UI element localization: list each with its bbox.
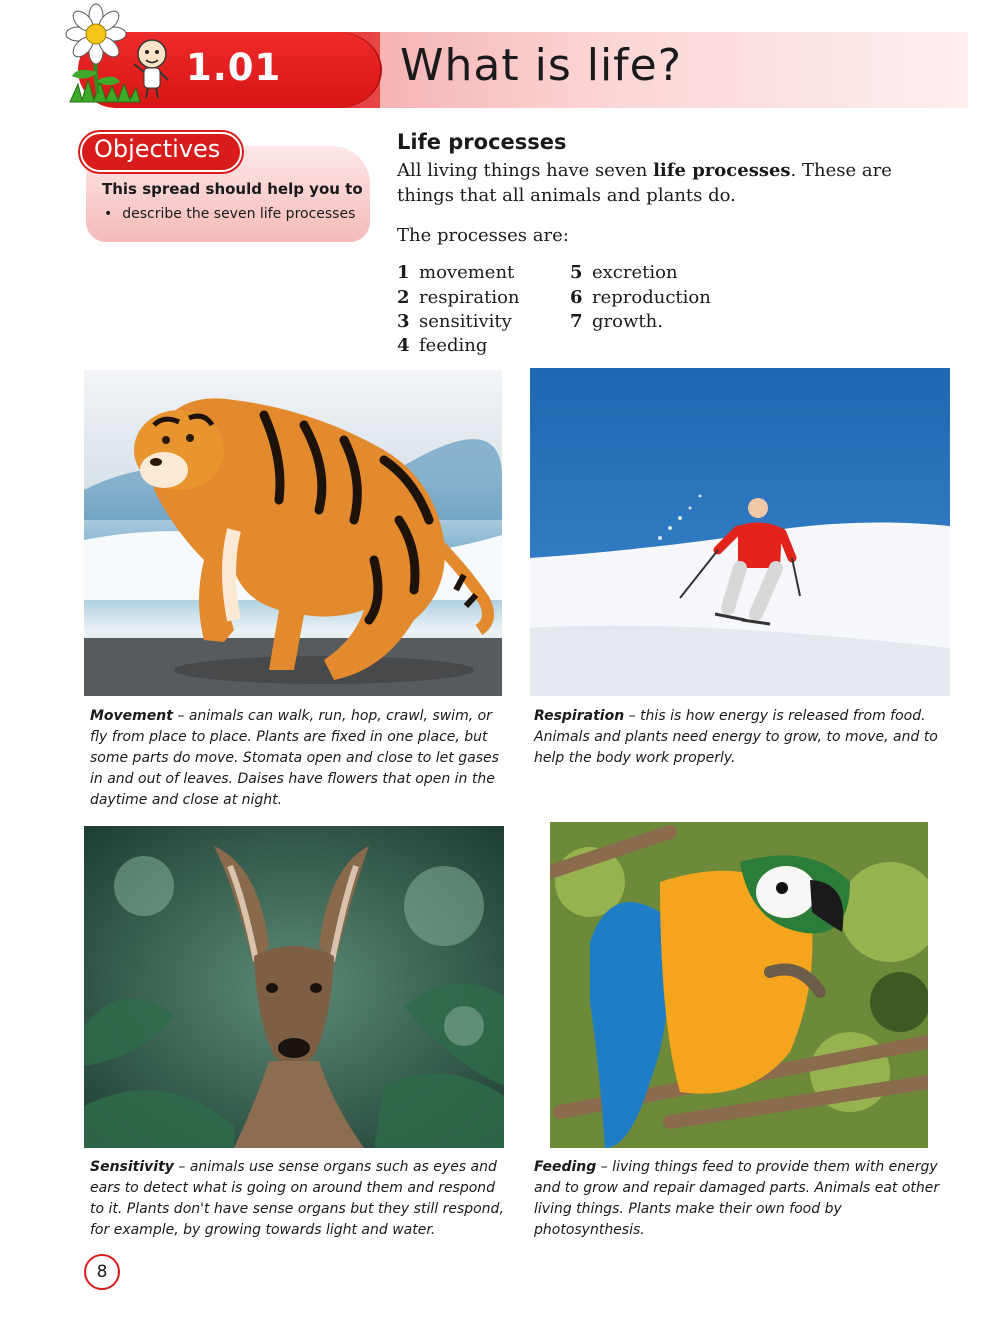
process-item [397, 262, 514, 283]
objectives-intro: This spread should help you to [102, 180, 363, 198]
process-number: 5 [570, 262, 583, 283]
process-item [397, 311, 512, 332]
process-label: sensitivity [419, 311, 512, 332]
process-number: 1 [397, 262, 410, 283]
caption-term: Movement [90, 708, 173, 724]
process-number: 4 [397, 335, 410, 356]
feeding-caption [534, 1157, 954, 1241]
process-number: 2 [397, 287, 410, 308]
process-item [570, 262, 678, 283]
movement-caption [90, 706, 510, 811]
process-number: 6 [570, 287, 583, 308]
process-number: 7 [570, 311, 583, 332]
deer-photo [84, 826, 504, 1148]
process-item [397, 335, 487, 356]
intro-term: life processes [653, 160, 791, 181]
flower-mascot-icon [48, 2, 188, 112]
processes-lead: The processes are: [397, 225, 569, 246]
objectives-label: Objectives [94, 135, 221, 163]
unit-number: 1.01 [186, 46, 282, 89]
parrot-photo [550, 822, 928, 1148]
process-label: movement [419, 262, 515, 283]
process-label: respiration [419, 287, 520, 308]
skier-photo [530, 368, 950, 696]
caption-term: Sensitivity [90, 1159, 174, 1175]
section-heading: Life processes [397, 130, 567, 154]
objective-item: • describe the seven life processes [104, 206, 355, 222]
caption-text: – living things feed to provide them with energy and to grow and repair damaged parts. Animals eat other living things. Plants make their own food by photosynthesis. [534, 1159, 940, 1238]
caption-text: – animals use sense organs such as eyes and ears to detect what is going on around them and respond to it. Plants don't have sense organs but they still respond, for example, by growing towards light and water. [90, 1159, 504, 1238]
page-number: 8 [84, 1254, 120, 1290]
process-item [570, 287, 711, 308]
page-title: What is life? [400, 40, 683, 91]
caption-text: – animals can walk, run, hop, crawl, swim, or fly from place to place. Plants are fixed in one place, but some parts do move. Stomata open and close to let gases in and out of leaves. Daises have flowers that open in the daytime and close at night. [90, 708, 499, 808]
process-label: excretion [592, 262, 678, 283]
process-label: growth. [592, 311, 663, 332]
intro-text-start: All living things have seven [397, 160, 654, 181]
intro-text-end: . These are things that all animals and plants do. [397, 160, 892, 206]
respiration-caption [534, 706, 944, 769]
process-number: 3 [397, 311, 410, 332]
process-label: reproduction [592, 287, 711, 308]
caption-term: Respiration [534, 708, 625, 724]
caption-text: – this is how energy is released from food. Animals and plants need energy to grow, to move, and to help the body work properly. [534, 708, 938, 766]
process-label: feeding [419, 335, 488, 356]
caption-term: Feeding [534, 1159, 597, 1175]
tiger-photo [84, 370, 502, 696]
sensitivity-caption [90, 1157, 506, 1241]
process-item [397, 287, 520, 308]
intro-paragraph [397, 158, 937, 208]
process-item [570, 311, 663, 332]
